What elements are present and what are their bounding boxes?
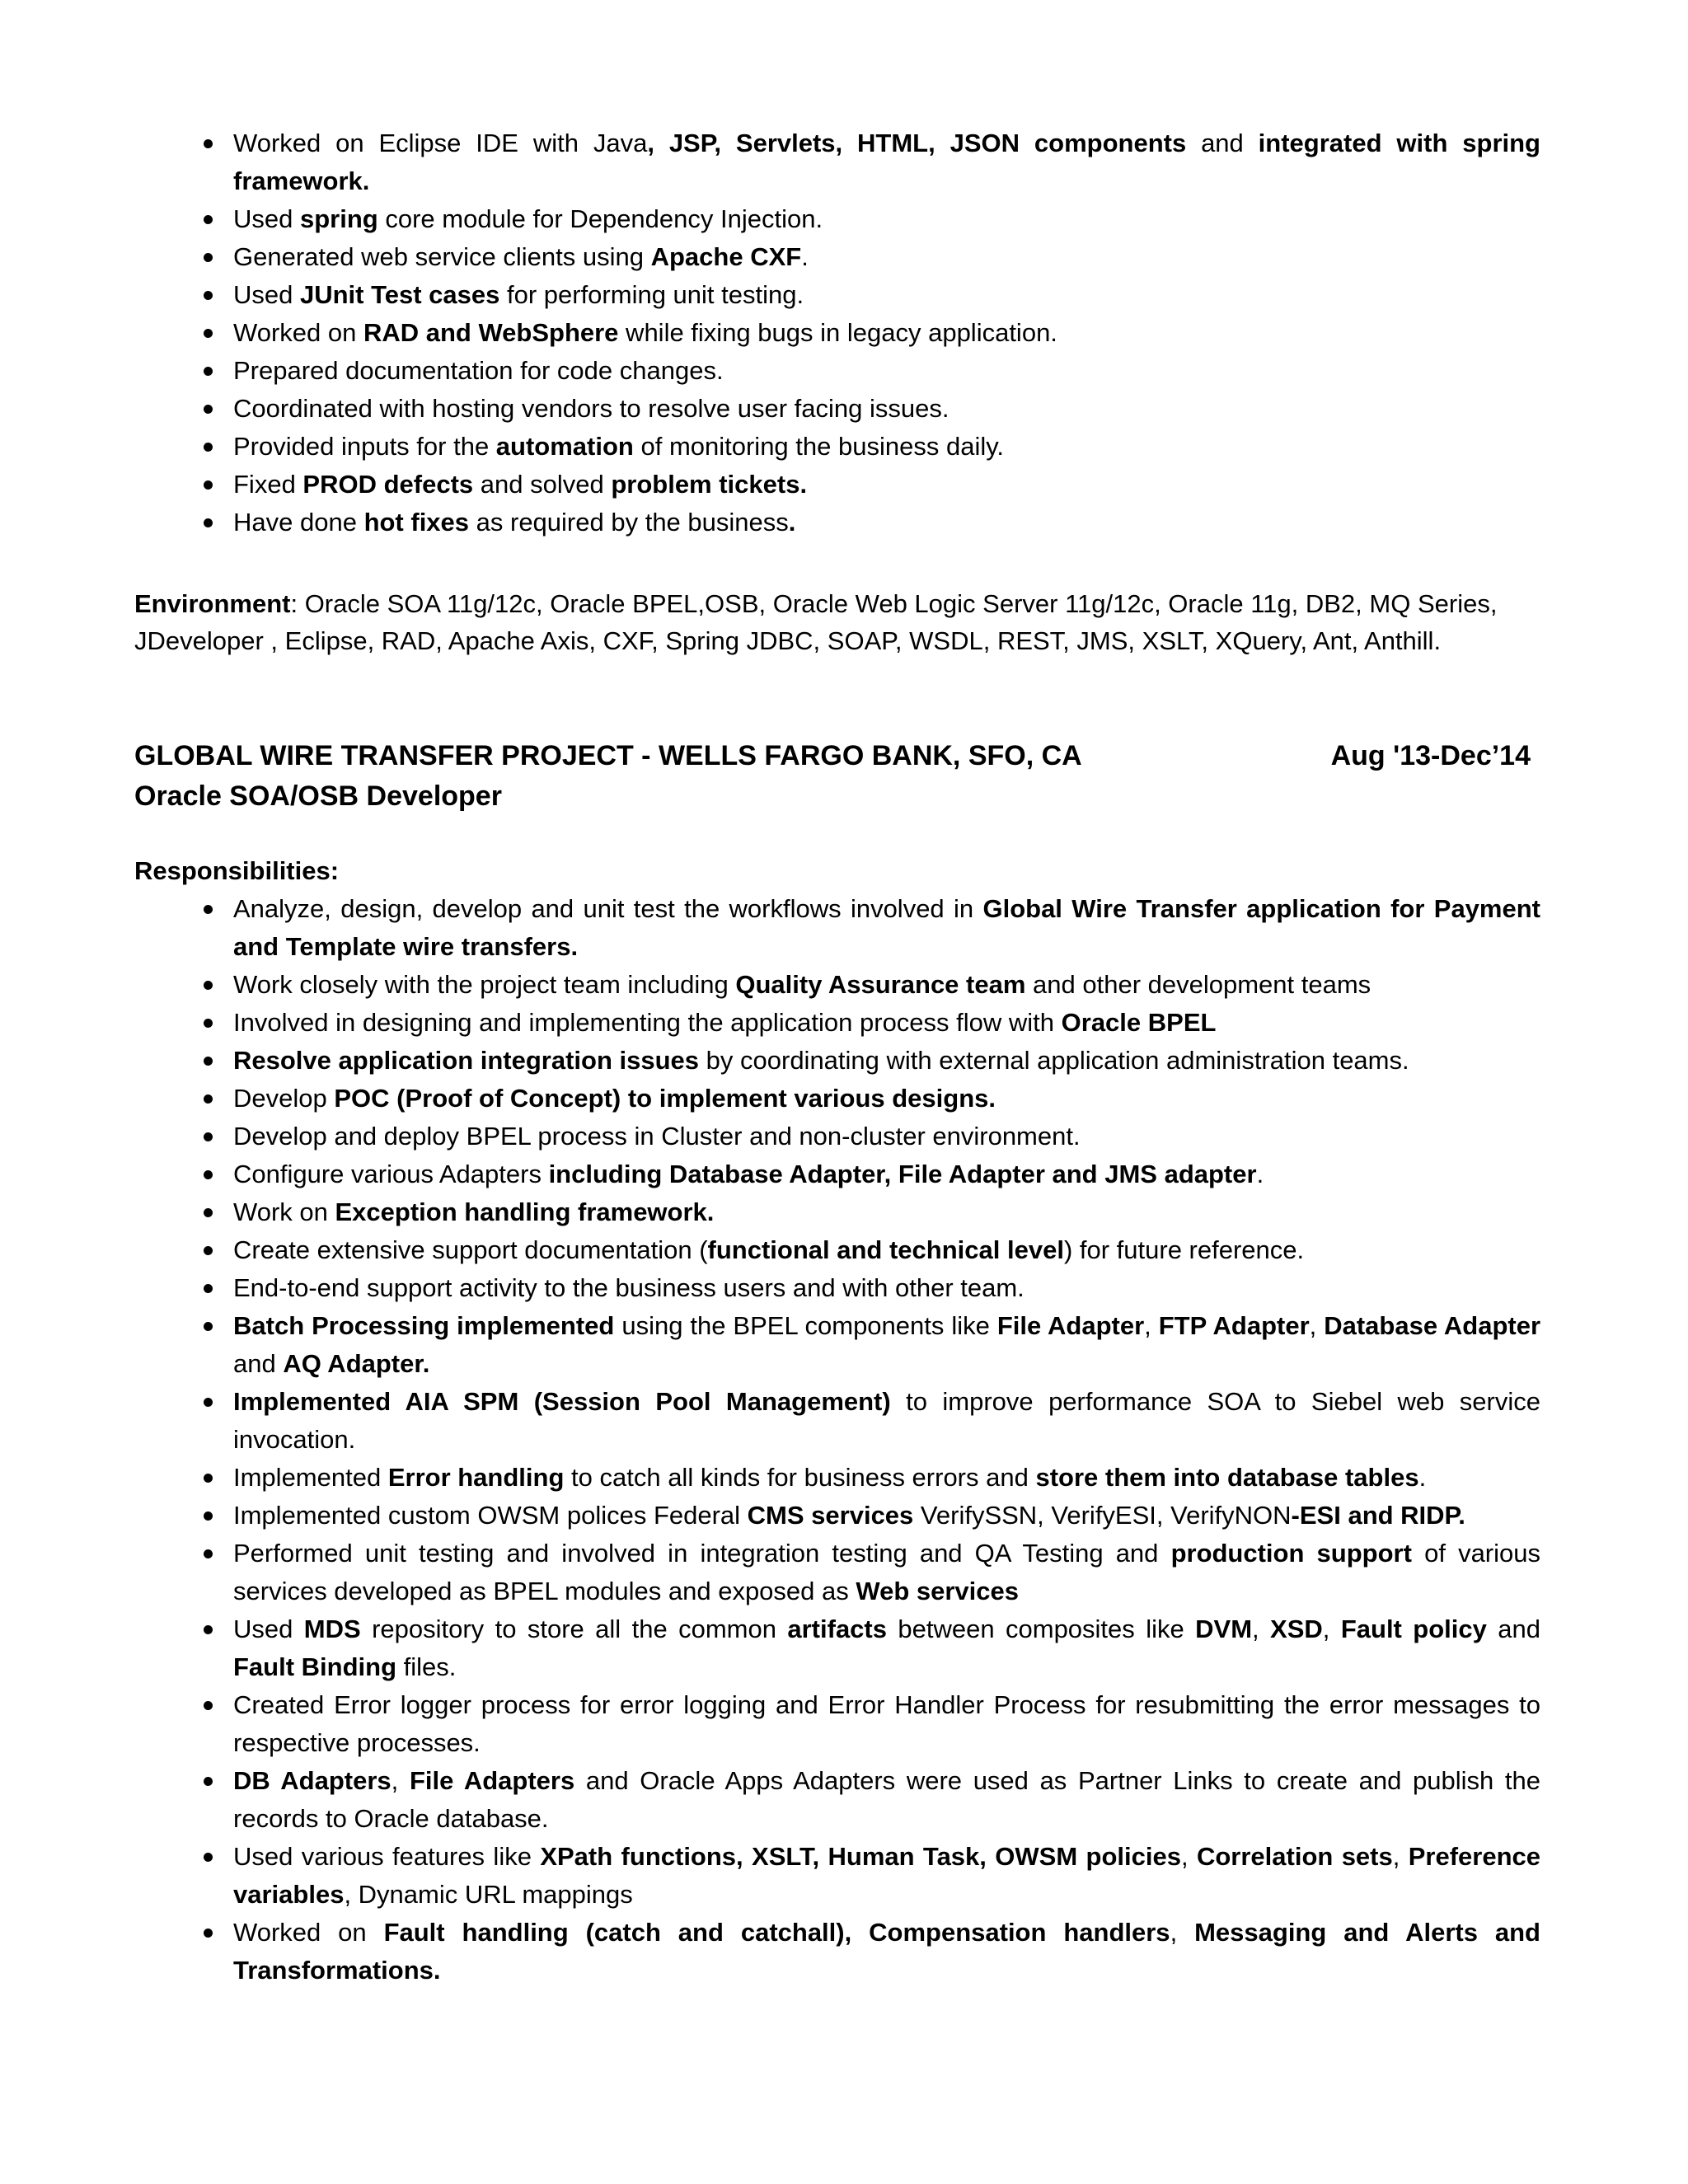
bold-text: problem tickets. bbox=[611, 470, 808, 499]
bold-text: Quality Assurance team bbox=[735, 970, 1026, 999]
text: Work closely with the project team including bbox=[233, 970, 736, 999]
bold-text: Exception handling framework. bbox=[335, 1197, 715, 1226]
list-item bbox=[134, 1042, 1540, 1080]
bold-text: JUnit Test cases bbox=[299, 280, 500, 309]
text: Involved in designing and implementing the application process flow with bbox=[233, 1008, 1062, 1037]
bullet-icon bbox=[204, 1777, 213, 1786]
list-item bbox=[134, 428, 1540, 466]
text: Worked on bbox=[233, 1918, 384, 1947]
bullet-icon bbox=[204, 518, 213, 527]
project-title: GLOBAL WIRE TRANSFER PROJECT - WELLS FARGO BANK, SFO, CA bbox=[134, 740, 1082, 771]
bold-text: AQ Adapter. bbox=[283, 1349, 430, 1378]
text: of monitoring the business daily. bbox=[633, 432, 1005, 461]
text: and bbox=[233, 1349, 284, 1378]
bold-text: spring bbox=[299, 204, 378, 233]
bullet-icon bbox=[204, 405, 213, 414]
bold-text: POC (Proof of Concept) to implement various designs. bbox=[334, 1084, 996, 1113]
text: between composites like bbox=[886, 1615, 1196, 1643]
text: Analyze, design, develop and unit test the workflows involved in bbox=[233, 894, 983, 923]
text: for performing unit testing. bbox=[499, 280, 804, 309]
bold-text: artifacts bbox=[787, 1615, 887, 1643]
text: to catch all kinds for business errors and bbox=[564, 1463, 1036, 1492]
list-item bbox=[134, 276, 1540, 314]
text: , bbox=[1392, 1842, 1409, 1871]
list-item bbox=[134, 1307, 1540, 1383]
bold-text: Preference variables bbox=[233, 1842, 1541, 1909]
text: Implemented custom OWSM polices Federal bbox=[233, 1501, 748, 1530]
bold-text: . bbox=[788, 508, 796, 537]
text: Prepared documentation for code changes. bbox=[233, 356, 724, 385]
bullet-icon bbox=[204, 1284, 213, 1293]
bold-text: PROD defects bbox=[302, 470, 474, 499]
text: ) for future reference. bbox=[1063, 1235, 1305, 1264]
bullet-icon bbox=[204, 1132, 213, 1141]
text: Configure various Adapters bbox=[233, 1160, 549, 1188]
bold-text: Oracle BPEL bbox=[1061, 1008, 1217, 1037]
text: of various services developed as BPEL modules and exposed as bbox=[233, 1539, 1540, 1605]
bullet-icon bbox=[204, 1853, 213, 1862]
bold-text: functional and technical level bbox=[707, 1235, 1064, 1264]
bullet-icon bbox=[204, 1208, 213, 1217]
bold-text: DVM bbox=[1195, 1615, 1253, 1643]
bullet-icon bbox=[204, 1701, 213, 1710]
bullet-icon bbox=[204, 1398, 213, 1407]
text: . bbox=[801, 242, 809, 271]
bold-text: -ESI and RIDP. bbox=[1291, 1501, 1465, 1530]
list-item bbox=[134, 1269, 1540, 1307]
text: Used bbox=[233, 1615, 304, 1643]
text: by coordinating with external application administration teams. bbox=[699, 1046, 1409, 1075]
text: , Dynamic URL mappings bbox=[344, 1880, 633, 1909]
text: core module for Dependency Injection. bbox=[377, 204, 823, 233]
project-header bbox=[134, 736, 1540, 817]
bold-text: hot fixes bbox=[363, 508, 470, 537]
bold-text: Batch Processing implemented bbox=[233, 1311, 615, 1340]
text: while fixing bugs in legacy application. bbox=[618, 318, 1057, 347]
text: Worked on bbox=[233, 318, 363, 347]
text: Develop and deploy BPEL process in Cluster and non-cluster environment. bbox=[233, 1122, 1081, 1151]
bold-text: Resolve application integration issues bbox=[233, 1046, 700, 1075]
text: , bbox=[391, 1766, 410, 1795]
bold-text: MDS bbox=[303, 1615, 361, 1643]
text: Used bbox=[233, 204, 300, 233]
list-item bbox=[134, 1762, 1540, 1838]
bold-text: Correlation sets bbox=[1196, 1842, 1393, 1871]
bullet-icon bbox=[204, 1511, 213, 1521]
text: Used bbox=[233, 280, 300, 309]
list-item bbox=[134, 1686, 1540, 1762]
text: repository to store all the common bbox=[360, 1615, 788, 1643]
text: Develop bbox=[233, 1084, 335, 1113]
text: , bbox=[1170, 1918, 1195, 1947]
bold-text: XSD bbox=[1270, 1615, 1323, 1643]
text: , bbox=[1322, 1615, 1341, 1643]
list-item bbox=[134, 1497, 1540, 1535]
bold-text: CMS services bbox=[747, 1501, 914, 1530]
bold-text: Error handling bbox=[387, 1463, 565, 1492]
text: Created Error logger process for error logging and Error Handler Process for resubmitting the error messages to respective processes. bbox=[233, 1690, 1540, 1757]
bold-text: Fault policy bbox=[1340, 1615, 1487, 1643]
bold-text: RAD and WebSphere bbox=[363, 318, 619, 347]
text: and bbox=[1186, 129, 1259, 157]
bold-text: integrated with spring framework. bbox=[233, 129, 1540, 195]
list-item bbox=[134, 314, 1540, 352]
list-item bbox=[134, 1118, 1540, 1155]
bullet-icon bbox=[204, 253, 213, 262]
text: Fixed bbox=[233, 470, 303, 499]
list-item bbox=[134, 124, 1540, 200]
text: Provided inputs for the bbox=[233, 432, 496, 461]
text: End-to-end support activity to the business users and with other team. bbox=[233, 1273, 1025, 1302]
bullet-icon bbox=[204, 329, 213, 338]
list-item bbox=[134, 1535, 1540, 1610]
text: , bbox=[1144, 1311, 1159, 1340]
text: , bbox=[1180, 1842, 1197, 1871]
text: Implemented bbox=[233, 1463, 388, 1492]
bold-text: Fault Binding bbox=[233, 1652, 397, 1681]
bold-text: DB Adapters bbox=[233, 1766, 392, 1795]
text: Performed unit testing and involved in integration testing and QA Testing and bbox=[233, 1539, 1171, 1568]
bullet-icon bbox=[204, 905, 213, 914]
bullet-icon bbox=[204, 215, 213, 224]
bold-text: Apache CXF bbox=[650, 242, 802, 271]
environment-label: Environment bbox=[134, 589, 291, 618]
bullet-icon bbox=[204, 291, 213, 300]
bold-text: store them into database tables bbox=[1035, 1463, 1419, 1492]
bullet-icon bbox=[204, 1246, 213, 1255]
list-item bbox=[134, 1838, 1540, 1914]
list-item bbox=[134, 1459, 1540, 1497]
project-dates: Aug '13-Dec’14 bbox=[1330, 740, 1531, 771]
text: and bbox=[1486, 1615, 1541, 1643]
text: Create extensive support documentation ( bbox=[233, 1235, 708, 1264]
text: Worked on Eclipse IDE with Java bbox=[233, 129, 648, 157]
bold-text: Web services bbox=[856, 1577, 1019, 1605]
list-item bbox=[134, 1080, 1540, 1118]
list-item bbox=[134, 1610, 1540, 1686]
bold-text: Fault handling (catch and catchall), Compensation handlers bbox=[383, 1918, 1170, 1947]
bold-text: Messaging and Alerts and Transformations. bbox=[233, 1918, 1540, 1985]
list-item bbox=[134, 966, 1540, 1004]
bold-text: automation bbox=[495, 432, 634, 461]
list-item bbox=[134, 1004, 1540, 1042]
list-item bbox=[134, 238, 1540, 276]
text: Used various features like bbox=[233, 1842, 541, 1871]
text: Work on bbox=[233, 1197, 335, 1226]
text: and other development teams bbox=[1025, 970, 1372, 999]
bold-text: production support bbox=[1170, 1539, 1412, 1568]
bullet-icon bbox=[204, 1474, 213, 1483]
bold-text: Database Adapter bbox=[1324, 1311, 1541, 1340]
bullet-icon bbox=[204, 367, 213, 376]
text: . bbox=[1256, 1160, 1264, 1188]
list-item bbox=[134, 1155, 1540, 1193]
text: files. bbox=[396, 1652, 457, 1681]
environment-text: : Oracle SOA 11g/12c, Oracle BPEL,OSB, Oracle Web Logic Server 11g/12c, Oracle 11g, DB2, MQ Series, JDeveloper , Eclipse, RAD, Apache Axis, CXF, Spring JDBC, SOAP, WSDL, REST, JMS, XSLT, XQuery, Ant, Anthill. bbox=[134, 589, 1498, 655]
text: using the BPEL components like bbox=[614, 1311, 997, 1340]
bold-text: including Database Adapter, File Adapter and JMS adapter bbox=[548, 1160, 1257, 1188]
text: Coordinated with hosting vendors to resolve user facing issues. bbox=[233, 394, 950, 423]
environment-line bbox=[134, 585, 1540, 659]
text: and Oracle Apps Adapters were used as Partner Links to create and publish the records to Oracle database. bbox=[233, 1766, 1541, 1833]
bold-text: FTP Adapter bbox=[1158, 1311, 1310, 1340]
bullet-icon bbox=[204, 981, 213, 990]
work-bullet-list bbox=[134, 124, 1540, 541]
list-item bbox=[134, 504, 1540, 541]
bullet-icon bbox=[204, 1057, 213, 1066]
bold-text: Global Wire Transfer application for Payment and Template wire transfers. bbox=[233, 894, 1540, 961]
list-item bbox=[134, 390, 1540, 428]
text: VerifySSN, VerifyESI, VerifyNON bbox=[913, 1501, 1292, 1530]
bullet-icon bbox=[204, 480, 213, 490]
bullet-icon bbox=[204, 1929, 213, 1938]
list-item bbox=[134, 1383, 1540, 1459]
bold-text: XPath functions, XSLT, Human Task, OWSM policies bbox=[540, 1842, 1181, 1871]
text: as required by the business bbox=[469, 508, 789, 537]
text: and solved bbox=[473, 470, 612, 499]
bullet-icon bbox=[204, 1094, 213, 1104]
bold-text: , JSP, Servlets, HTML, JSON components bbox=[647, 129, 1187, 157]
text: , bbox=[1252, 1615, 1271, 1643]
bullet-icon bbox=[204, 1549, 213, 1558]
bullet-icon bbox=[204, 443, 213, 452]
bullet-icon bbox=[204, 1322, 213, 1331]
text: , bbox=[1309, 1311, 1325, 1340]
bold-text: File Adapter bbox=[996, 1311, 1145, 1340]
responsibilities-heading: Responsibilities: bbox=[134, 856, 340, 885]
list-item bbox=[134, 1231, 1540, 1269]
bold-text: Implemented AIA SPM (Session Pool Management) bbox=[233, 1387, 891, 1416]
text: to improve performance SOA to Siebel web service invocation. bbox=[233, 1387, 1540, 1454]
bold-text: File Adapters bbox=[409, 1766, 575, 1795]
text: Generated web service clients using bbox=[233, 242, 651, 271]
bullet-icon bbox=[204, 1625, 213, 1634]
responsibilities-list bbox=[134, 890, 1540, 1990]
list-item bbox=[134, 890, 1540, 966]
list-item bbox=[134, 352, 1540, 390]
project-role: Oracle SOA/OSB Developer bbox=[134, 780, 502, 812]
bullet-icon bbox=[204, 1019, 213, 1028]
list-item bbox=[134, 200, 1540, 238]
bullet-icon bbox=[204, 1170, 213, 1179]
list-item bbox=[134, 1193, 1540, 1231]
list-item bbox=[134, 466, 1540, 504]
bullet-icon bbox=[204, 139, 213, 148]
text: Have done bbox=[233, 508, 364, 537]
text: . bbox=[1418, 1463, 1427, 1492]
list-item bbox=[134, 1914, 1540, 1990]
